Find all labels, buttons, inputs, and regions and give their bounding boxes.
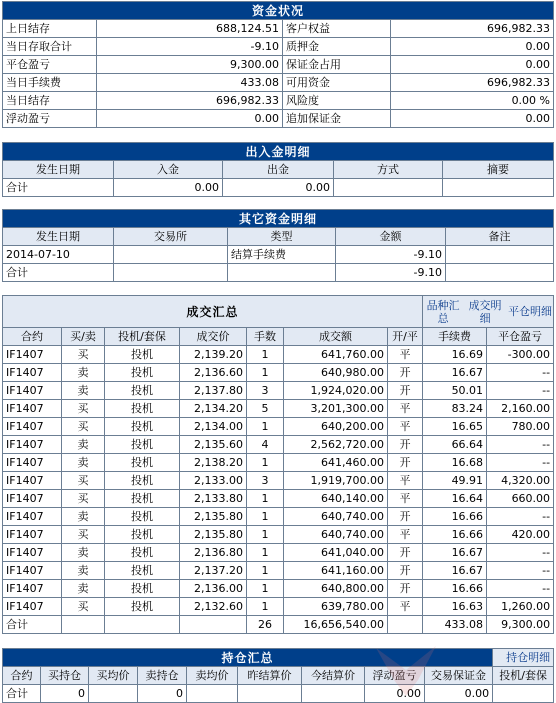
- table-cell: 16.66: [423, 580, 487, 598]
- table-cell: 2,139.20: [180, 346, 247, 364]
- table-cell: 平: [388, 400, 423, 418]
- table-cell: 2,562,720.00: [284, 436, 388, 454]
- table-cell: 卖: [62, 454, 105, 472]
- column-header: 浮动盈亏: [365, 667, 425, 685]
- funds-value: 688,124.51: [97, 20, 283, 38]
- funds-row: [3, 56, 554, 74]
- table-cell: IF1407: [3, 472, 62, 490]
- other-funds-table: [2, 209, 554, 282]
- table-cell: 1,924,020.00: [284, 382, 388, 400]
- position-detail-link[interactable]: 持仓明细: [506, 651, 551, 664]
- total-cell: [493, 685, 554, 703]
- total-cell: [388, 616, 423, 634]
- table-cell: 640,980.00: [284, 364, 388, 382]
- table-cell: 66.64: [423, 436, 487, 454]
- table-cell: 投机: [105, 544, 180, 562]
- table-cell: 641,760.00: [284, 346, 388, 364]
- table-cell: 卖: [62, 382, 105, 400]
- funds-value: 696,982.33: [391, 74, 554, 92]
- trade-row: [3, 526, 554, 544]
- trade-row: [3, 472, 554, 490]
- total-cell: 433.08: [423, 616, 487, 634]
- table-cell: 2,132.60: [180, 598, 247, 616]
- table-cell: 16.63: [423, 598, 487, 616]
- table-cell: 660.00: [487, 490, 554, 508]
- table-cell: 卖: [62, 580, 105, 598]
- table-cell: 投机: [105, 562, 180, 580]
- total-cell: 合计: [3, 264, 114, 282]
- total-cell: [105, 616, 180, 634]
- funds-label: 当日存取合计: [3, 38, 97, 56]
- table-cell: 3: [247, 472, 284, 490]
- table-cell: 2,135.60: [180, 436, 247, 454]
- trade-detail-link[interactable]: 成交明细: [468, 298, 502, 325]
- funds-row: [3, 92, 554, 110]
- column-header: 入金: [114, 161, 223, 179]
- table-cell: 卖: [62, 562, 105, 580]
- column-header: 合约: [3, 667, 41, 685]
- trades-title: 成交汇总: [3, 296, 423, 328]
- table-cell: 平: [388, 598, 423, 616]
- table-cell: 640,740.00: [284, 508, 388, 526]
- funds-label: 当日结存: [3, 92, 97, 110]
- other-funds-title: 其它资金明细: [3, 210, 554, 228]
- column-header: 类型: [228, 228, 336, 246]
- column-header: 金额: [336, 228, 446, 246]
- table-cell: 1: [247, 526, 284, 544]
- table-cell: 2,136.00: [180, 580, 247, 598]
- total-cell: -9.10: [336, 264, 446, 282]
- total-cell: 0.00: [114, 179, 223, 197]
- table-cell: 开: [388, 364, 423, 382]
- total-cell: [228, 264, 336, 282]
- table-cell: 3,201,300.00: [284, 400, 388, 418]
- table-cell: 投机: [105, 472, 180, 490]
- table-cell: 2,134.00: [180, 418, 247, 436]
- table-cell: IF1407: [3, 382, 62, 400]
- table-cell: 2,136.60: [180, 364, 247, 382]
- total-cell: [334, 179, 443, 197]
- table-cell: 平: [388, 418, 423, 436]
- table-cell: 开: [388, 580, 423, 598]
- funds-label: 平仓盈亏: [3, 56, 97, 74]
- column-header: 摘要: [443, 161, 554, 179]
- table-cell: 卖: [62, 508, 105, 526]
- table-cell: 639,780.00: [284, 598, 388, 616]
- trade-row: [3, 346, 554, 364]
- funds-label: 当日手续费: [3, 74, 97, 92]
- table-cell: IF1407: [3, 400, 62, 418]
- table-cell: 16.67: [423, 364, 487, 382]
- table-cell: -300.00: [487, 346, 554, 364]
- table-cell: 平: [388, 526, 423, 544]
- funds-value: 0.00: [391, 56, 554, 74]
- column-header: 卖均价: [187, 667, 238, 685]
- table-cell: 83.24: [423, 400, 487, 418]
- table-cell: 买: [62, 526, 105, 544]
- total-cell: [114, 264, 228, 282]
- total-cell: [62, 616, 105, 634]
- table-cell: 卖: [62, 436, 105, 454]
- table-cell: IF1407: [3, 490, 62, 508]
- funds-row: [3, 38, 554, 56]
- table-cell: 4,320.00: [487, 472, 554, 490]
- table-cell: 1: [247, 544, 284, 562]
- product-summary-link[interactable]: 品种汇总: [426, 298, 460, 325]
- table-cell: 买: [62, 400, 105, 418]
- column-header: 投机/套保: [105, 328, 180, 346]
- table-cell: 结算手续费: [228, 246, 336, 264]
- column-header: 手续费: [423, 328, 487, 346]
- funds-value: 696,982.33: [97, 92, 283, 110]
- total-cell: 合计: [3, 179, 114, 197]
- funds-row: [3, 110, 554, 128]
- funds-label: 上日结存: [3, 20, 97, 38]
- positions-table: [2, 648, 554, 703]
- table-cell: IF1407: [3, 562, 62, 580]
- table-cell: 投机: [105, 346, 180, 364]
- table-cell: --: [487, 364, 554, 382]
- total-cell: 0: [138, 685, 187, 703]
- table-cell: --: [487, 544, 554, 562]
- table-cell: 1: [247, 454, 284, 472]
- table-cell: 开: [388, 562, 423, 580]
- inout-table: [2, 142, 554, 197]
- table-cell: 16.67: [423, 562, 487, 580]
- other-funds-total-row: [3, 264, 554, 282]
- table-cell: 买: [62, 598, 105, 616]
- funds-value: -9.10: [97, 38, 283, 56]
- total-cell: [89, 685, 138, 703]
- table-cell: 16.69: [423, 346, 487, 364]
- funds-value: 0.00 %: [391, 92, 554, 110]
- table-cell: IF1407: [3, 364, 62, 382]
- table-cell: -9.10: [336, 246, 446, 264]
- table-cell: IF1407: [3, 598, 62, 616]
- table-cell: IF1407: [3, 526, 62, 544]
- close-detail-link[interactable]: 平仓明细: [508, 305, 553, 318]
- table-cell: --: [487, 454, 554, 472]
- column-header: 发生日期: [3, 228, 114, 246]
- table-cell: 420.00: [487, 526, 554, 544]
- trade-row: [3, 454, 554, 472]
- column-header: 方式: [334, 161, 443, 179]
- trade-row: [3, 544, 554, 562]
- other-funds-row: [3, 246, 554, 264]
- column-header: 交易所: [114, 228, 228, 246]
- positions-title: 持仓汇总: [3, 649, 493, 667]
- funds-row: [3, 74, 554, 92]
- table-cell: 开: [388, 544, 423, 562]
- total-cell: [302, 685, 365, 703]
- total-cell: 26: [247, 616, 284, 634]
- table-cell: 卖: [62, 544, 105, 562]
- table-cell: 16.66: [423, 508, 487, 526]
- table-cell: 投机: [105, 508, 180, 526]
- total-cell: 0.00: [223, 179, 334, 197]
- table-cell: IF1407: [3, 508, 62, 526]
- table-cell: 买: [62, 418, 105, 436]
- column-header: 昨结算价: [238, 667, 302, 685]
- table-cell: 2,133.80: [180, 490, 247, 508]
- total-cell: 16,656,540.00: [284, 616, 388, 634]
- table-cell: 平: [388, 490, 423, 508]
- column-header: 手数: [247, 328, 284, 346]
- column-header: 备注: [446, 228, 554, 246]
- trade-row: [3, 418, 554, 436]
- table-cell: --: [487, 436, 554, 454]
- table-cell: 投机: [105, 598, 180, 616]
- column-header: 开/平: [388, 328, 423, 346]
- column-header: 平仓盈亏: [487, 328, 554, 346]
- table-cell: 投机: [105, 418, 180, 436]
- table-cell: 开: [388, 436, 423, 454]
- table-cell: 平: [388, 472, 423, 490]
- table-cell: 641,160.00: [284, 562, 388, 580]
- table-cell: 开: [388, 454, 423, 472]
- table-cell: 16.66: [423, 526, 487, 544]
- funds-value: 0.00: [97, 110, 283, 128]
- table-cell: 投机: [105, 580, 180, 598]
- table-cell: 买: [62, 346, 105, 364]
- table-cell: 1,919,700.00: [284, 472, 388, 490]
- table-cell: 50.01: [423, 382, 487, 400]
- table-cell: 投机: [105, 382, 180, 400]
- table-cell: 640,800.00: [284, 580, 388, 598]
- table-cell: 投机: [105, 454, 180, 472]
- total-cell: [187, 685, 238, 703]
- total-cell: 0.00: [425, 685, 493, 703]
- table-cell: IF1407: [3, 346, 62, 364]
- total-cell: 0.00: [365, 685, 425, 703]
- table-cell: 1: [247, 562, 284, 580]
- table-cell: 2,138.20: [180, 454, 247, 472]
- funds-table: [2, 1, 554, 128]
- table-cell: IF1407: [3, 454, 62, 472]
- table-cell: 16.65: [423, 418, 487, 436]
- trades-total-row: [3, 616, 554, 634]
- funds-label: 可用资金: [283, 74, 391, 92]
- table-cell: 买: [62, 490, 105, 508]
- table-cell: 1,260.00: [487, 598, 554, 616]
- table-cell: 640,140.00: [284, 490, 388, 508]
- funds-label: 客户权益: [283, 20, 391, 38]
- table-cell: 16.64: [423, 490, 487, 508]
- table-cell: 平: [388, 346, 423, 364]
- total-cell: 合计: [3, 616, 62, 634]
- funds-value: 0.00: [391, 38, 554, 56]
- trades-table: [2, 295, 554, 634]
- trade-row: [3, 580, 554, 598]
- total-cell: [238, 685, 302, 703]
- column-header: 成交价: [180, 328, 247, 346]
- column-header: 买均价: [89, 667, 138, 685]
- table-cell: 2,133.00: [180, 472, 247, 490]
- column-header: 买持仓: [41, 667, 89, 685]
- table-cell: --: [487, 562, 554, 580]
- table-cell: [114, 246, 228, 264]
- trade-row: [3, 436, 554, 454]
- column-header: 交易保证金: [425, 667, 493, 685]
- table-cell: 4: [247, 436, 284, 454]
- table-cell: 卖: [62, 364, 105, 382]
- funds-value: 9,300.00: [97, 56, 283, 74]
- table-cell: 1: [247, 490, 284, 508]
- table-cell: 2,160.00: [487, 400, 554, 418]
- table-cell: 投机: [105, 364, 180, 382]
- total-cell: 9,300.00: [487, 616, 554, 634]
- funds-label: 追加保证金: [283, 110, 391, 128]
- table-cell: 买: [62, 472, 105, 490]
- total-cell: [180, 616, 247, 634]
- inout-title: 出入金明细: [3, 143, 554, 161]
- trade-row: [3, 508, 554, 526]
- table-cell: IF1407: [3, 436, 62, 454]
- table-cell: IF1407: [3, 544, 62, 562]
- funds-value: 696,982.33: [391, 20, 554, 38]
- table-cell: 1: [247, 346, 284, 364]
- column-header: 发生日期: [3, 161, 114, 179]
- table-cell: 16.68: [423, 454, 487, 472]
- table-cell: 1: [247, 508, 284, 526]
- table-cell: 2,136.80: [180, 544, 247, 562]
- column-header: 买/卖: [62, 328, 105, 346]
- funds-row: [3, 20, 554, 38]
- table-cell: 1: [247, 580, 284, 598]
- total-cell: 0: [41, 685, 89, 703]
- funds-label: 风险度: [283, 92, 391, 110]
- total-cell: [443, 179, 554, 197]
- trade-row: [3, 490, 554, 508]
- table-cell: 2,137.20: [180, 562, 247, 580]
- table-cell: [446, 246, 554, 264]
- table-cell: 2,135.80: [180, 508, 247, 526]
- table-cell: --: [487, 580, 554, 598]
- table-cell: 投机: [105, 436, 180, 454]
- trade-row: [3, 400, 554, 418]
- table-cell: 780.00: [487, 418, 554, 436]
- table-cell: 投机: [105, 400, 180, 418]
- table-cell: 1: [247, 598, 284, 616]
- trade-row: [3, 562, 554, 580]
- table-cell: 641,040.00: [284, 544, 388, 562]
- table-cell: 1: [247, 364, 284, 382]
- table-cell: 2014-07-10: [3, 246, 114, 264]
- table-cell: --: [487, 508, 554, 526]
- funds-title: 资金状况: [3, 2, 554, 20]
- table-cell: 开: [388, 382, 423, 400]
- table-cell: 开: [388, 508, 423, 526]
- column-header: 合约: [3, 328, 62, 346]
- funds-value: 0.00: [391, 110, 554, 128]
- table-cell: 2,137.80: [180, 382, 247, 400]
- table-cell: 2,135.80: [180, 526, 247, 544]
- positions-total-row: [3, 685, 554, 703]
- table-cell: IF1407: [3, 418, 62, 436]
- table-cell: 49.91: [423, 472, 487, 490]
- inout-total-row: [3, 179, 554, 197]
- table-cell: 5: [247, 400, 284, 418]
- column-header: 投机/套保: [493, 667, 554, 685]
- funds-label: 质押金: [283, 38, 391, 56]
- funds-value: 433.08: [97, 74, 283, 92]
- total-cell: 合计: [3, 685, 41, 703]
- table-cell: 投机: [105, 526, 180, 544]
- table-cell: --: [487, 382, 554, 400]
- total-cell: [446, 264, 554, 282]
- trade-row: [3, 598, 554, 616]
- table-cell: 641,460.00: [284, 454, 388, 472]
- table-cell: 1: [247, 418, 284, 436]
- column-header: 成交额: [284, 328, 388, 346]
- table-cell: 投机: [105, 490, 180, 508]
- column-header: 出金: [223, 161, 334, 179]
- column-header: 今结算价: [302, 667, 365, 685]
- column-header: 卖持仓: [138, 667, 187, 685]
- table-cell: 2,134.20: [180, 400, 247, 418]
- trade-row: [3, 382, 554, 400]
- table-cell: 640,200.00: [284, 418, 388, 436]
- table-cell: IF1407: [3, 580, 62, 598]
- table-cell: 16.67: [423, 544, 487, 562]
- funds-label: 浮动盈亏: [3, 110, 97, 128]
- trade-row: [3, 364, 554, 382]
- table-cell: 3: [247, 382, 284, 400]
- table-cell: 640,740.00: [284, 526, 388, 544]
- funds-label: 保证金占用: [283, 56, 391, 74]
